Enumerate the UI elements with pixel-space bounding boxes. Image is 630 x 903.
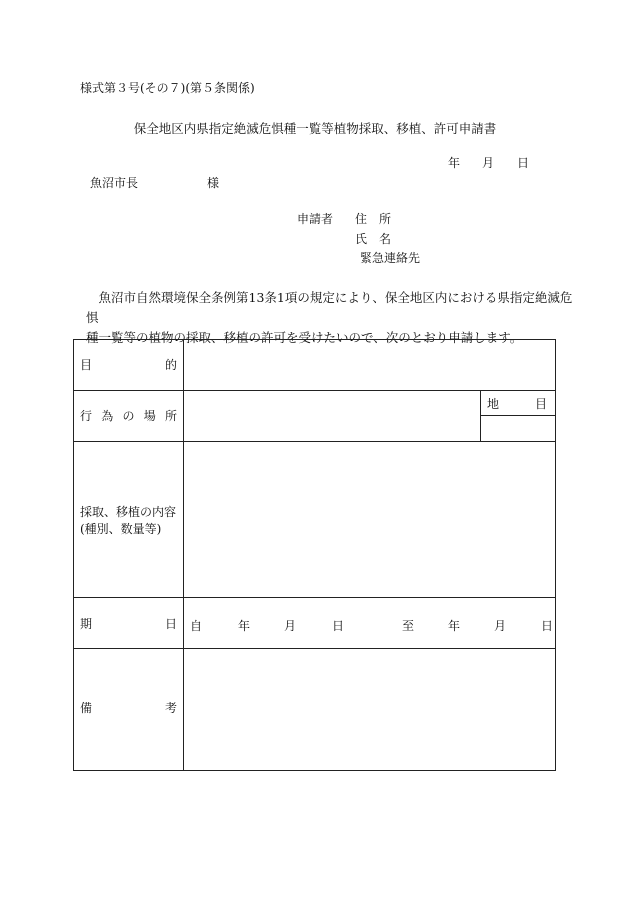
content-label-line-1: 採取、移植の内容 — [80, 505, 177, 519]
date-month-label: 月 — [482, 156, 495, 170]
remarks-label-cell — [74, 649, 184, 770]
remarks-label-char-2: 考 — [164, 701, 177, 715]
period-to-year: 年 — [448, 619, 461, 633]
form-number: 様式第３号(その７)(第５条関係) — [80, 81, 255, 95]
recipient-honorific: 様 — [207, 176, 220, 190]
period-value-cell[interactable] — [184, 598, 555, 648]
place-label-char-2: 為 — [101, 409, 114, 423]
land-category-cell — [480, 391, 555, 441]
place-label-char-1: 行 — [80, 409, 93, 423]
content-label-line-2: (種別、数量等) — [80, 522, 162, 536]
purpose-row — [74, 340, 555, 391]
place-label-cell — [74, 391, 184, 441]
land-category-char-1: 地 — [487, 397, 500, 411]
content-label-cell — [74, 442, 184, 597]
purpose-label-char-1: 目 — [80, 358, 93, 372]
content-row — [74, 442, 555, 598]
land-category-char-2: 目 — [534, 397, 547, 411]
period-to-month: 月 — [494, 619, 507, 633]
period-from-year: 年 — [238, 619, 251, 633]
emergency-contact-label: 緊急連絡先 — [360, 251, 421, 265]
content-value-cell[interactable] — [184, 442, 555, 597]
place-row — [74, 391, 555, 442]
remarks-value-cell[interactable] — [184, 649, 555, 770]
period-from: 自 — [190, 619, 203, 633]
remarks-label-char-1: 備 — [80, 701, 93, 715]
period-label-char-2: 日 — [164, 617, 177, 631]
application-form-table — [73, 339, 556, 771]
land-category-value-cell[interactable] — [481, 416, 555, 441]
place-label-char-3: の — [122, 409, 135, 423]
address-label: 住 所 — [355, 212, 392, 226]
document-title: 保全地区内県指定絶滅危惧種一覧等植物採取、移植、許可申請書 — [133, 121, 497, 136]
period-from-month: 月 — [284, 619, 297, 633]
period-from-day: 日 — [332, 619, 345, 633]
purpose-value-cell[interactable] — [184, 340, 555, 390]
place-label-char-5: 所 — [164, 409, 177, 423]
statement-line-1: 魚沼市自然環境保全条例第13条1項の規定により、保全地区内における県指定絶滅危惧 — [86, 290, 573, 325]
date-day-label: 日 — [517, 156, 530, 170]
recipient-name: 魚沼市長 — [90, 176, 139, 190]
period-label-cell — [74, 598, 184, 648]
purpose-label-char-2: 的 — [164, 358, 177, 372]
remarks-row — [74, 649, 555, 770]
period-to-day: 日 — [541, 619, 554, 633]
land-category-header — [481, 391, 555, 416]
place-value-cell[interactable] — [184, 391, 555, 441]
period-row — [74, 598, 555, 649]
name-label: 氏 名 — [355, 232, 392, 246]
purpose-label-cell — [74, 340, 184, 390]
date-year-label: 年 — [448, 156, 461, 170]
statement-line-2: 種一覧等の植物の採取、移植の許可を受けたいので、次のとおり申請します。 — [86, 330, 523, 345]
period-to: 至 — [402, 619, 415, 633]
period-label-char-1: 期 — [80, 617, 93, 631]
place-label-char-4: 場 — [143, 409, 156, 423]
applicant-label: 申請者 — [297, 212, 334, 226]
